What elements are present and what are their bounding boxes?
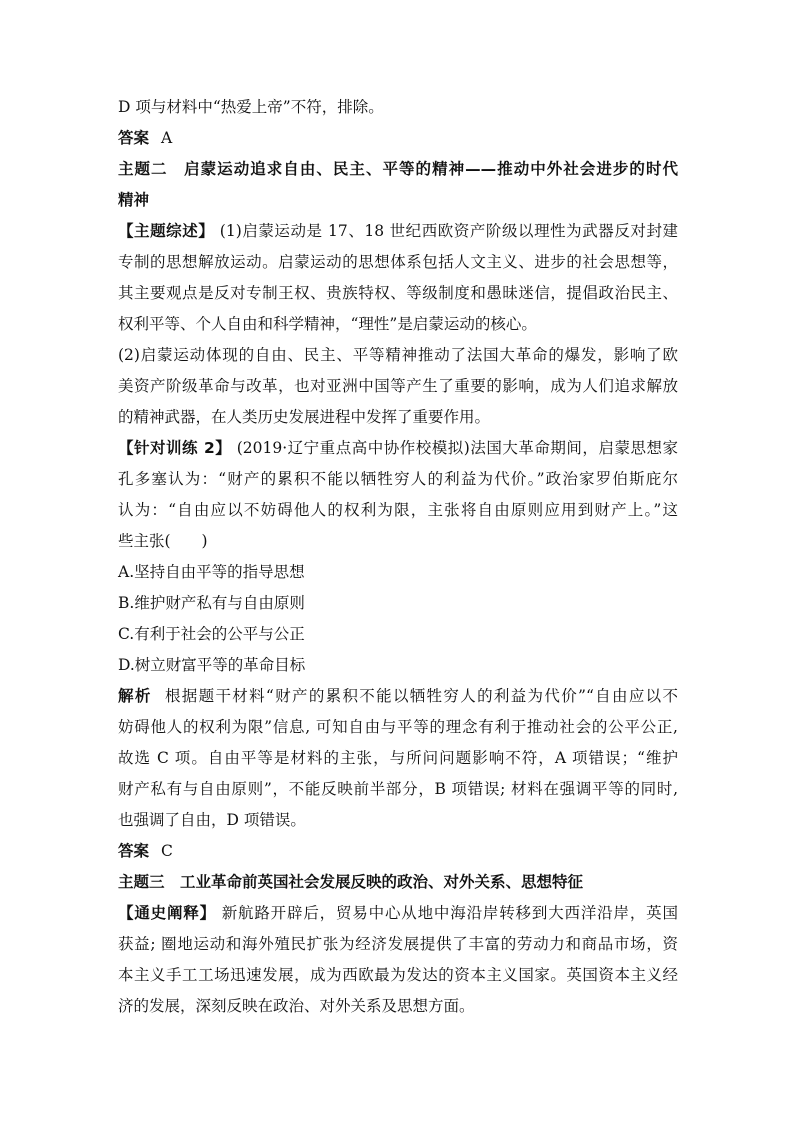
exercise-line-1 [118,433,678,464]
summary-line-4: 权利平等、个人自由和科学精神，“理性”是启蒙运动的核心。 [118,315,537,333]
summary-line-6: 美资产阶级革命与改革，也对亚洲中国等产生了重要的影响，成为人们追求解放 [118,377,678,395]
document-page [118,92,678,1022]
answer-row-1 [118,123,678,154]
summary-label: 【主题综述】 [118,222,215,240]
answer-row-2 [118,836,678,867]
answer-label: 答案 [118,129,150,147]
summary-line-1 [118,216,678,247]
history-line-2: 获益; 圈地运动和海外殖民扩张为经济发展提供了丰富的劳动力和商品市场，资 [118,935,678,953]
summary-line-3: 其主要观点是反对专制王权、贵族特权、等级制度和愚昧迷信，提倡政治民主、 [118,284,678,302]
summary-line-5: (2)启蒙运动体现的自由、民主、平等精神推动了法国大革命的爆发，影响了欧 [118,346,678,364]
history-line-4: 济的发展，深刻反映在政治、对外关系及思想方面。 [118,997,475,1015]
analysis-label: 解析 [118,687,152,705]
analysis-line-5: 也强调了自由，D 项错误。 [118,811,306,829]
answer-value-2: C [161,842,173,860]
option-a: A.坚持自由平等的指导思想 [118,563,305,581]
history-line-3: 本主义手工工场迅速发展，成为西欧最为发达的资本主义国家。英国资本主义经 [118,966,678,984]
option-b: B.维护财产私有与自由原则 [118,594,305,612]
analysis-line-3: 故选 C 项。自由平等是材料的主张，与所问问题影响不符，A 项错误；“维护 [118,749,678,767]
option-c: C.有利于社会的公平与公正 [118,625,305,643]
history-label: 【通史阐释】 [118,904,216,922]
topic-two-heading: 主题二 启蒙运动追求自由、民主、平等的精神——推动中外社会进步的时代 [118,160,678,178]
summary-line-7: 的精神武器，在人类历史发展进程中发挥了重要作用。 [118,408,491,426]
analysis-line-4: 财产私有与自由原则”，不能反映前半部分，B 项错误; 材料在强调平等的同时, [118,780,678,798]
analysis-line-1 [118,681,678,712]
answer-label-2: 答案 [118,842,150,860]
summary-text: (1)启蒙运动是 17、18 世纪西欧资产阶级以理性为武器反对封建 [214,222,678,240]
exercise-text: (2019·辽宁重点高中协作校模拟)法国大革命期间，启蒙思想家 [231,439,678,457]
history-line-1 [118,898,678,929]
exercise-line-3: 认为：“自由应以不妨碍他人的权利为限，主张将自由原则应用到财产上。”这 [118,501,678,519]
prev-analysis-line: D 项与材料中“热爱上帝”不符，排除。 [118,98,384,116]
topic-three-heading: 主题三 工业革命前英国社会发展反映的政治、对外关系、思想特征 [118,873,584,891]
exercise-label: 【针对训练 2】 [118,439,232,457]
topic-two-heading-cont: 精神 [118,191,150,209]
exercise-line-2: 孔多塞认为：“财产的累积不能以牺牲穷人的利益为代价。”政治家罗伯斯庇尔 [118,470,678,488]
summary-line-2: 专制的思想解放运动。启蒙运动的思想体系包括人文主义、进步的社会思想等， [118,253,678,271]
analysis-text: 根据题干材料“财产的累积不能以牺牲穷人的利益为代价”“自由应以不 [163,687,678,705]
analysis-line-2: 妨碍他人的权利为限”信息, 可知自由与平等的理念有利于推动社会的公平公正, [118,718,678,736]
history-text: 新航路开辟后，贸易中心从地中海沿岸转移到大西洋沿岸，英国 [215,904,678,922]
answer-value: A [161,129,173,147]
exercise-line-4: 些主张( ) [118,532,208,550]
option-d: D.树立财富平等的革命目标 [118,656,306,674]
